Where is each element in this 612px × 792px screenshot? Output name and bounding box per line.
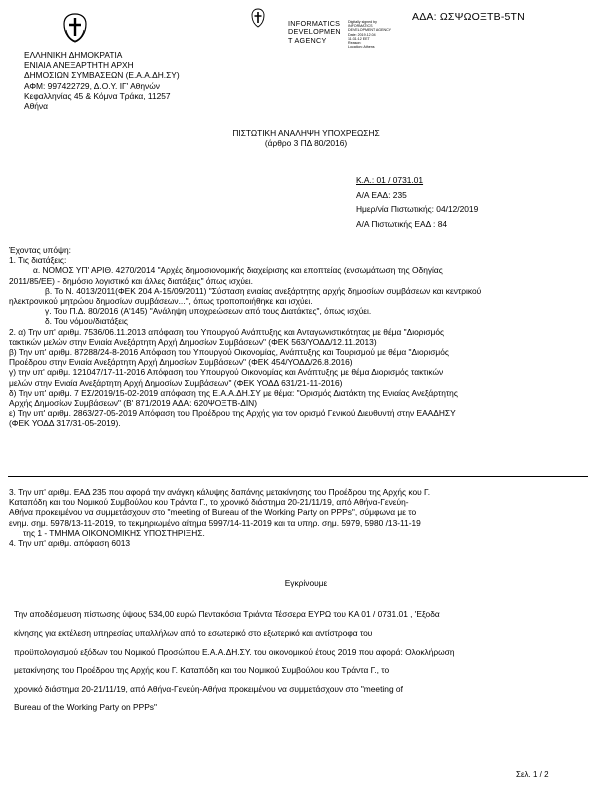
- paragraph-line: Αθήνα προκειμένου να συμμετάσχουν στο "meeting of Bureau of the Working Party on PPPs", σύμφωνα με το: [9, 507, 417, 518]
- issuer-line: ΕΛΛΗΝΙΚΗ ΔΗΜΟΚΡΑΤΙΑ: [24, 50, 123, 60]
- paragraph-line: γ) την υπ' αριθμ. 121047/17-11-2016 Απόφαση του Υπουργού Οικονομίας και Ανάπτυξης με θέμα Διορισμός τακτικών: [9, 367, 444, 378]
- paragraph-line: β) Την υπ' αριθμ. 87288/24-8-2016 Απόφαση του Υπουργού Οικονομίας, Ανάπτυξης και Τουρισμού με θέμα "Διορισμός: [9, 347, 449, 358]
- paragraph-line: ηλεκτρονικού μητρώου δημοσίων συμβάσεων...", όπως τροποποιήθηκε και ισχύει.: [9, 296, 313, 307]
- greek-emblem-small-icon: [250, 8, 266, 28]
- approval-section: [14, 601, 589, 721]
- meta-aa-pist: Α/Α Πιστωτικής ΕΑΔ : 84: [356, 218, 448, 229]
- paragraph-line: 2011/85/ΕΕ) - δημόσιο λογιστικό και άλλες διατάξεις" όπως ισχύει.: [9, 275, 253, 286]
- informatics-line-1: INFORMATICS: [288, 19, 341, 28]
- signature-line: Reason:: [348, 41, 362, 46]
- paragraph-line: τακτικών μελών στην Ενιαία Ανεξάρτητη Αρχή Δημοσίων Συμβάσεων" (ΦΕΚ 563/ΥΟΔΔ/12.11.2013): [9, 336, 377, 347]
- signature-line: DEVELOPMENT AGENCY: [348, 28, 392, 33]
- signature-line: Digitally signed by: [348, 20, 377, 24]
- paragraph-line: γ. Του Π.Δ. 80/2016 (Α'145) "Ανάληψη υποχρεώσεων από τους Διατάκτες", όπως ισχύει.: [45, 306, 372, 317]
- paragraph-line: μελών στην Ενιαία Ανεξάρτητη Αρχή Δημοσίων Συμβάσεων" (ΦΕΚ ΥΟΔΔ 631/21-11-2016): [9, 377, 343, 388]
- paragraph-line: β. Το Ν. 4013/2011(ΦΕΚ 204 Α-15/09/2011) "Σύσταση ενιαίας ανεξάρτητης αρχής δημοσίων συμβάσεων και κεντρικού: [45, 285, 482, 296]
- paragraph-line: χρονικό διάστημα 20-21/11/19, από Αθήνα-Γενεύη-Αθήνα προκειμένου να συμμετάσχουν στο "meeting of: [14, 683, 403, 694]
- issuer-block: [24, 50, 180, 111]
- approval-heading: Εγκρίνουμε: [284, 578, 328, 588]
- document-title: [0, 128, 612, 148]
- paragraph-line: 2. α) Την υπ' αριθμ. 7536/06.11.2013 απόφαση του Υπουργού Ανάπτυξης και Ανταγωνιστικότητας με θέμα "Διορισμός: [9, 326, 445, 337]
- digital-signature-block: [348, 20, 391, 49]
- title-line-1: ΠΙΣΤΩΤΙΚΗ ΑΝΑΛΗΨΗ ΥΠΟΧΡΕΩΣΗΣ: [232, 128, 380, 138]
- issuer-line: ΑΦΜ: 997422729, Δ.Ο.Υ. ΙΓ' Αθηνών: [24, 80, 160, 91]
- paragraph-line: α. ΝΟΜΟΣ ΥΠ' ΑΡΙΘ. 4270/2014 "Αρχές δημοσιονομικής διαχείρισης και εποπτείας (ενσωμάτωση της Οδηγίας: [33, 265, 443, 276]
- meta-aa-ead: Α/Α ΕΑΔ: 235: [356, 189, 407, 200]
- paragraph-line: Αρχής Δημοσίων Συμβάσεων" (Β' 871/2019 ΑΔΑ: 620ΨΟΞΤΒ-ΔΙΝ): [9, 398, 257, 409]
- greek-emblem-icon: [61, 12, 89, 44]
- section-divider: [8, 476, 588, 477]
- informatics-agency-label: [288, 20, 341, 45]
- paragraph-line: Προέδρου στην Ενιαία Ανεξάρτητη Αρχή Δημοσίων Συμβάσεων" (ΦΕΚ 454/ΥΟΔΔ/26.8.2016): [9, 357, 353, 368]
- title-line-2: (άρθρο 3 ΠΔ 80/2016): [264, 138, 348, 149]
- request-section: [9, 487, 579, 548]
- meta-ka: Κ.Α.: 01 / 0731.01: [356, 175, 424, 185]
- paragraph-line: Καταπόδη και του Νομικού Συμβούλου κου Τράντα Γ., το χρονικό διάστημα 20-21/11/19, από Αθήνα-Γενεύη-: [9, 497, 409, 508]
- signature-line: Date: 2019.12.04: [348, 32, 376, 37]
- informatics-line-2: DEVELOPMEN: [288, 27, 341, 37]
- signature-line: Location: Athens: [348, 45, 375, 50]
- paragraph-line: Έχοντας υπόψη:: [9, 245, 71, 255]
- paragraph-line: 3. Την υπ' αριθμ. ΕΑΔ 235 που αφορά την ανάγκη κάλυψης δαπάνης μετακίνησης του Προέδρου της Αρχής κου Γ.: [9, 487, 431, 497]
- paragraph-line: 4. Την υπ' αριθμ. απόφαση 6013: [9, 538, 131, 549]
- issuer-line: ΔΗΜΟΣΙΩΝ ΣΥΜΒΑΣΕΩΝ (Ε.Α.Α.ΔΗ.ΣΥ): [24, 70, 180, 81]
- paragraph-line: (ΦΕΚ ΥΟΔΔ 317/31-05-2019).: [9, 418, 121, 429]
- paragraph-line: κίνησης για εκτέλεση υπηρεσίας υπαλλήλων από το εσωτερικό στο εξωτερικό και αντίστροφα του: [14, 627, 373, 638]
- paragraph-line: δ) Την υπ' αριθμ. 7 ΕΣ/2019/15-02-2019 απόφαση της Ε.Α.Α.ΔΗ.ΣΥ με θέμα: "Ορισμός Διατάκτη της Ενιαίας Ανεξάρτητης: [9, 387, 458, 398]
- paragraph-line: ε) Την υπ' αριθμ. 2863/27-05-2019 Απόφαση του Προέδρου της Αρχής για τον ορισμό Γενικού Διευθυντή στην ΕΑΑΔΗΣΥ: [9, 408, 456, 419]
- paragraph-line: 1. Τις διατάξεις:: [9, 255, 67, 266]
- paragraph-line: δ. Του νόμου/διατάξεις: [45, 316, 128, 327]
- issuer-line: Αθήνα: [24, 101, 48, 112]
- ada-code: ΑΔΑ: ΩΣΨΩΟΞΤΒ-5ΤΝ: [412, 11, 525, 23]
- paragraph-line: ενημ. σημ. 5978/13-11-2019, το τεκμηριωμένο αίτημα 5997/14-11-2019 και τα υπηρ. σημ. 5979, 5980 /13-11-19: [9, 517, 421, 528]
- paragraph-line: προϋπολογισμού εξόδων του Νομικού Προσώπου Ε.Α.Α.ΔΗ.ΣΥ. του οικονομικού έτους 2019 που αφορά: Ολοκλήρωση: [14, 646, 455, 657]
- page-number: Σελ. 1 / 2: [516, 770, 549, 779]
- signature-line: INFORMATICS: [348, 24, 373, 29]
- issuer-line: ΕΝΙΑΙΑ ΑΝΕΞΑΡΤΗΤΗ ΑΡΧΗ: [24, 60, 134, 71]
- paragraph-line: μετακίνησης του Προέδρου της Αρχής κου Γ. Καταπόδη και του Νομικού Συμβούλου κου Τράντα Γ., το: [14, 665, 390, 676]
- considerations-section: [9, 245, 589, 429]
- issuer-line: Κεφαλληνίας 45 & Κόμνα Τράκα, 11257: [24, 90, 171, 101]
- informatics-line-3: T AGENCY: [288, 35, 327, 45]
- paragraph-line: Bureau of the Working Party on PPPs": [14, 702, 157, 713]
- document-meta: [356, 173, 478, 231]
- signature-line: 11:31:12 EET: [348, 36, 370, 41]
- paragraph-line: της 1 - ΤΜΗΜΑ ΟΙΚΟΝΟΜΙΚΗΣ ΥΠΟΣΤΗΡΙΞΗΣ.: [23, 527, 205, 538]
- paragraph-line: Την αποδέσμευση πίστωσης ύψους 534,00 ευρώ Πεντακόσια Τριάντα Τέσσερα ΕΥΡΩ του ΚΑ 01 / 0731.01 , 'Εξοδα: [14, 609, 440, 620]
- meta-date: Ημερ/νία Πιστωτικής: 04/12/2019: [356, 204, 479, 215]
